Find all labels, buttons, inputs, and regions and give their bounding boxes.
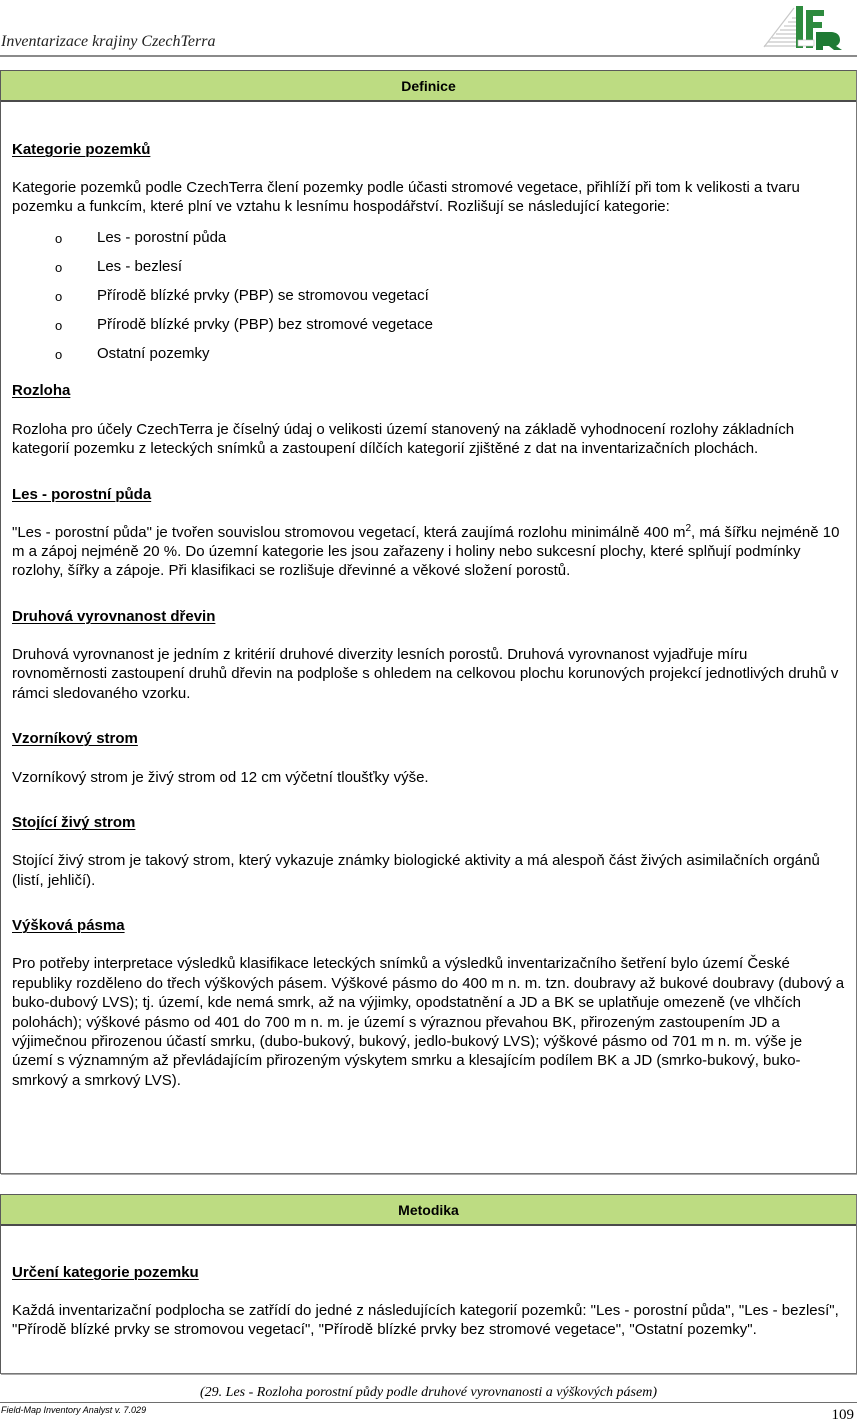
list-item-label: Přírodě blízké prvky (PBP) se stromovou vegetací [97,286,429,304]
software-version: Field-Map Inventory Analyst v. 7.029 [1,1405,147,1415]
text-druhova-vyrovnanost: Druhová vyrovnanost je jedním z kritérií druhové diverzity lesních porostů. Druhová vyrovnanost vyjadřuje míru rovnoměrnosti zastoupení druhů dřevin na podploše s ohledem na celkovou plochu korunových projekcí jednotlivých druhů v rámci sledovaného vzorku. [12,645,839,702]
list-item [12,344,845,373]
bullet-circle-icon: o [55,288,63,304]
text-vzornikovy-strom: Vzorníkový strom je živý strom od 12 cm výčetní tloušťky výše. [12,769,429,787]
metodika-section [0,1194,857,1374]
section-title-metodika: Metodika [1,1195,856,1226]
ifer-logo-icon [760,2,854,52]
bullet-circle-icon: o [55,259,63,275]
figure-caption: (29. Les - Rozloha porostní půdy podle druhové vyrovnanosti a výškových pásem) [200,1385,657,1400]
bullet-circle-icon: o [55,346,63,362]
heading-vzornikovy-strom: Vzorníkový strom [12,730,138,748]
list-item-label: Přírodě blízké prvky (PBP) bez stromové vegetace [97,315,433,333]
list-item [12,315,845,344]
definice-section [0,70,857,1174]
kategorie-list [12,228,845,373]
list-item [12,286,845,315]
page-number: 109 [831,1407,854,1423]
text-part: "Les - porostní půda" je tvořen souvislou stromovou vegetací, která zaujímá rozlohu minimálně 400 m [12,523,686,541]
text-urceni-kategorie: Každá inventarizační podplocha se zatřídí do jedné z následujících kategorií pozemků: "Les - porostní půda", "Les - bezlesí", "Přírodě blízké prvky se stromovou vegetací", "Přírodě blízké prvky bez stromové vegetace", "Ostatní pozemky". [12,1302,839,1339]
text-rozloha: Rozloha pro účely CzechTerra je číselný údaj o velikosti území stanovený na základě vyhodnocení rozlohy základních kategorií pozemku z leteckých snímků a zastoupení dílčích kategorií zjištěné z dat na inventarizačních plochách. [12,420,795,458]
heading-les-porostni-puda: Les - porostní půda [12,485,152,503]
header-divider [0,55,857,57]
heading-urceni-kategorie: Určení kategorie pozemku [12,1264,199,1281]
text-vyskova-pasma: Pro potřeby interpretace výsledků klasifikace leteckých snímků a výsledků inventarizačního šetření bylo území České republiky rozděleno do třech výškových pásem. Výškové pásmo do 400 m n. m. tzn. doubravy až bukové doubravy (dubový a buko-dubový LVS); tj. území, kde nemá smrk, až na výjimky, opodstatnění a JD a BK se uplatňuje omezeně (ve vlhčích polohách); výškové pásmo od 401 do 700 m n. m. je území s výraznou převahou BK, přirozeným zastoupením JD a výjimečnou přirozenou účastí smrku, (dubo-bukový, bukový, jedlo-bukový LVS); výškové pásmo od 701 m n. m. výše je území s významným až převládajícím přirozeným výskytem smrku a klesajícím podílem BK a JD (smrko-bukový, buko-smrkový a smrkový LVS). [12,955,845,1089]
footer-divider [0,1402,857,1403]
superscript: 2 [685,522,692,534]
heading-kategorie-pozemku: Kategorie pozemků [12,141,151,158]
document-header-title: Inventarizace krajiny CzechTerra [1,33,216,50]
heading-rozloha: Rozloha [12,381,71,399]
text-stojici-zivy-strom: Stojící živý strom je takový strom, který vykazuje známky biologické aktivity a má alespoň část živých asimilačních orgánů (listí, jehličí). [12,852,820,889]
list-item [12,228,845,257]
bullet-circle-icon: o [55,230,63,246]
heading-vyskova-pasma: Výšková pásma [12,917,125,935]
list-item-label: Ostatní pozemky [97,344,210,362]
text-kategorie-pozemku: Kategorie pozemků podle CzechTerra člení pozemky podle účasti stromové vegetace, přihlíží při tom k velikosti a tvaru pozemku a funkcím, které plní ve vztahu k lesnímu hospodářství. Rozlišují se následující kategorie: [12,179,800,216]
text-part: , má šířku nejméně 10 m a zápoj nejméně 20 %. Do územní kategorie les jsou zařazeny i holiny nebo sukcesní plochy, které splňují podmínky rozlohy, šířky a zápoje. Při klasifikaci se rozlišuje dřevinné a věkové složení porostů. [12,523,840,580]
heading-druhova-vyrovnanost: Druhová vyrovnanost dřevin [12,607,216,625]
list-item [12,257,845,286]
heading-stojici-zivy-strom: Stojící živý strom [12,814,136,832]
bullet-circle-icon: o [55,317,63,333]
section-title-definice: Definice [1,71,856,102]
list-item-label: Les - porostní půda [97,228,227,246]
list-item-label: Les - bezlesí [97,257,183,275]
text-les-porostni-puda [12,523,845,581]
